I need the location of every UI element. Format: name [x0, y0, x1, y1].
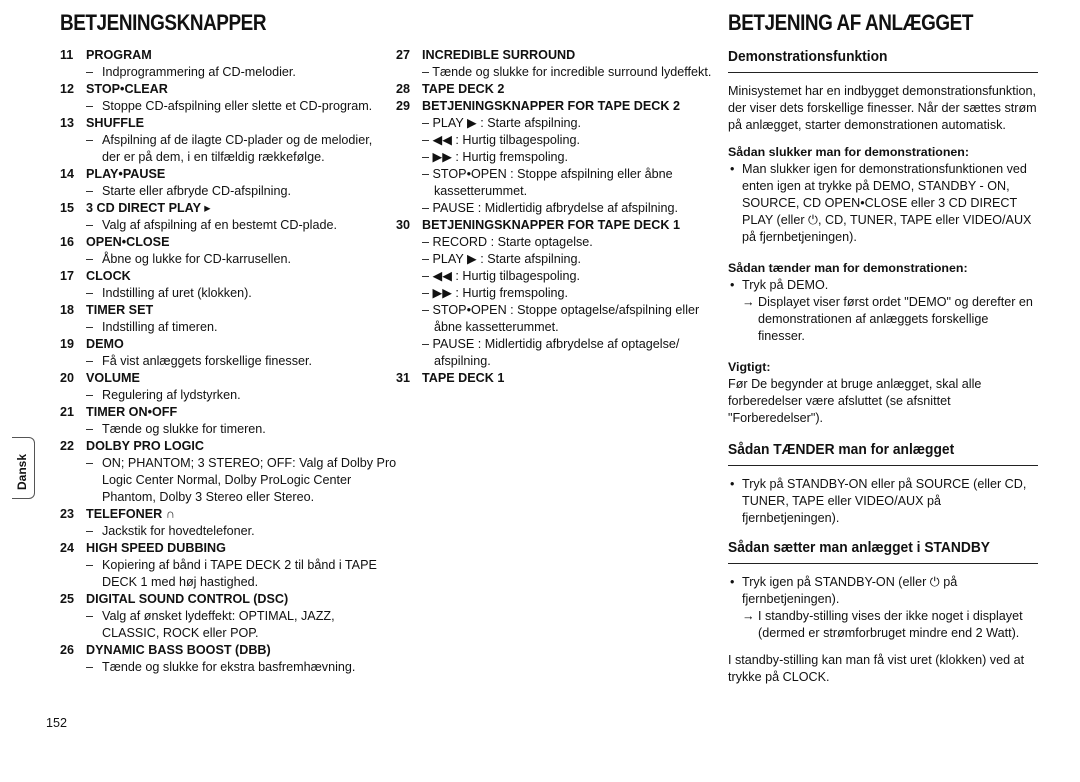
item-heading	[60, 166, 380, 183]
item-number: 26	[60, 643, 75, 657]
demo-on-title: Sådan tænder man for demonstrationen:	[728, 261, 968, 275]
section-title-operation: BETJENING AF ANLÆGGET	[728, 10, 974, 35]
item-label: DEMO	[86, 337, 124, 351]
power-on-text: Tryk på STANDBY-ON eller på SOURCE (eller CD, TUNER, TAPE eller VIDEO/AUX på fjernbetjeningen).	[742, 477, 1027, 525]
item-heading	[60, 268, 380, 285]
item-description-text: Stoppe CD-afspilning eller slette et CD-program.	[102, 99, 373, 113]
item-heading	[60, 506, 380, 523]
item-description	[60, 472, 380, 489]
item-label: TELEFONER ∩	[86, 507, 175, 521]
item-heading	[60, 642, 380, 659]
important-title: Vigtigt:	[728, 360, 771, 374]
item-number: 25	[60, 592, 75, 606]
item-description-text: ON; PHANTOM; 3 STEREO; OFF: Valg af Dolby Pro	[102, 456, 397, 470]
item-label: PROGRAM	[86, 48, 152, 62]
item-description-text: – Tænde og slukke for incredible surround lydeffekt.	[422, 65, 712, 79]
item-description-text: Valg af ønsket lydeffekt: OPTIMAL, JAZZ,	[102, 609, 335, 623]
item-number: 18	[60, 303, 75, 317]
item-description	[396, 285, 712, 302]
item-heading	[60, 370, 380, 387]
language-tab-label: Dansk	[15, 453, 29, 490]
page-number: 152	[46, 716, 68, 730]
item-description-text: Valg af afspilning af en bestemt CD-plade.	[102, 218, 337, 232]
item-label: BETJENINGSKNAPPER FOR TAPE DECK 2	[422, 99, 680, 113]
list-item	[60, 438, 397, 506]
item-label: CLOCK	[86, 269, 131, 283]
standby-note: I standby-stilling kan man få vist uret (klokken) ved at trykke på CLOCK.	[728, 653, 1025, 684]
demo-on-result: → Displayet viser først ordet "DEMO" og derefter en demonstrationen af anlæggets forskellige finesser.	[742, 295, 1033, 343]
important-text: Før De begynder at bruge anlægget, skal alle forberedelser være afsluttet (se afsnittet "Forberedelser").	[728, 377, 982, 425]
item-description	[396, 183, 712, 200]
item-label: BETJENINGSKNAPPER FOR TAPE DECK 1	[422, 218, 680, 232]
item-number: 12	[60, 82, 75, 96]
standby-bullet: • Tryk igen på STANDBY-ON (eller ⏻ på fjernbetjeningen).	[730, 575, 958, 606]
item-description-text: – STOP•OPEN : Stoppe afspilning eller åbne	[422, 167, 673, 181]
item-heading	[60, 81, 380, 98]
item-heading	[60, 200, 380, 217]
item-description-text: – PAUSE : Midlertidig afbrydelse af optagelse/	[422, 337, 680, 351]
item-number: 23	[60, 507, 75, 521]
item-number: 17	[60, 269, 75, 283]
item-heading	[60, 234, 380, 251]
item-heading	[60, 115, 380, 132]
standby-heading: Sådan sætter man anlægget i STANDBY	[728, 539, 990, 556]
list-item	[60, 540, 380, 591]
list-item	[396, 370, 712, 387]
list-item	[60, 591, 380, 642]
demo-heading: Demonstrationsfunktion	[728, 48, 888, 65]
item-description	[396, 302, 712, 319]
list-item	[396, 217, 712, 370]
list-item	[60, 370, 380, 404]
list-item	[60, 115, 380, 166]
item-number: 14	[60, 167, 75, 181]
item-description-text: – ◀◀ : Hurtig tilbagespoling.	[422, 269, 580, 283]
item-description: – Kopiering af bånd i TAPE DECK 2 til bånd i TAPE	[86, 558, 377, 572]
item-description: – Indstilling af uret (klokken).	[86, 286, 252, 300]
item-number: 27	[396, 48, 411, 62]
item-number: 21	[60, 405, 75, 419]
item-description-text: afspilning.	[434, 354, 491, 368]
middle-item-list	[396, 47, 712, 387]
item-heading	[60, 47, 380, 64]
item-description	[396, 251, 712, 268]
item-number: 19	[60, 337, 75, 351]
language-tab	[12, 437, 35, 499]
list-item	[60, 47, 380, 81]
item-description-text: – PLAY ▶ : Starte afspilning.	[422, 116, 582, 130]
item-description-text: Logic Center Normal, Dolby ProLogic Center	[102, 473, 352, 487]
item-description-text: DECK 1 med høj hastighed.	[102, 575, 259, 589]
item-number: 11	[60, 48, 74, 62]
standby-text: Tryk igen på STANDBY-ON (eller ⏻ på fjernbetjeningen).	[742, 575, 958, 606]
item-description-text: Regulering af lydstyrken.	[102, 388, 241, 402]
demo-off-text: Man slukker igen for demonstrationsfunktionen ved enten igen at trykke på DEMO, STANDBY - ON, SOURCE, CD OPEN•CLOSE eller 3 CD DIRECT PLAY (eller ⏻, CD, TUNER, TAPE eller VIDEO/AUX på fjernbetjeningen).	[742, 162, 1032, 244]
item-heading	[60, 438, 380, 455]
list-item	[60, 234, 380, 268]
item-number: 28	[396, 82, 411, 96]
item-heading	[396, 81, 712, 98]
list-item	[60, 642, 380, 676]
item-description	[396, 200, 712, 217]
item-label: DIGITAL SOUND CONTROL (DSC)	[86, 592, 289, 606]
item-number: 22	[60, 439, 75, 453]
item-description-text: åbne kassetterummet.	[434, 320, 559, 334]
right-content	[728, 48, 1038, 686]
item-description-text: – ◀◀ : Hurtig tilbagespoling.	[422, 133, 580, 147]
list-item	[60, 506, 380, 540]
demo-on-bullet: • Tryk på DEMO.	[730, 278, 829, 292]
item-description-text: Tænde og slukke for timeren.	[102, 422, 266, 436]
list-item	[60, 81, 380, 115]
item-description-text: – PAUSE : Midlertidig afbrydelse af afspilning.	[422, 201, 678, 215]
item-label: TAPE DECK 2	[422, 82, 505, 96]
item-description: – Jackstik for hovedtelefoner.	[86, 524, 255, 538]
item-description-text: Indprogrammering af CD-melodier.	[102, 65, 296, 79]
item-description-text: CLASSIC, ROCK eller POP.	[102, 626, 259, 640]
list-item	[60, 268, 380, 302]
divider	[728, 72, 1038, 73]
item-heading	[60, 302, 380, 319]
item-heading	[396, 217, 712, 234]
item-number: 13	[60, 116, 75, 130]
item-number: 16	[60, 235, 75, 249]
item-label: INCREDIBLE SURROUND	[422, 48, 576, 62]
list-item	[60, 166, 380, 200]
list-item	[60, 302, 380, 336]
item-description	[396, 64, 712, 81]
item-description-text: der er på dem, i en tilfældig rækkefølge.	[102, 150, 325, 164]
item-description: – Tænde og slukke for ekstra basfremhævning.	[86, 660, 356, 674]
item-description-text: – PLAY ▶ : Starte afspilning.	[422, 252, 582, 266]
item-description	[396, 319, 712, 336]
item-label: TIMER ON•OFF	[86, 405, 178, 419]
list-item	[60, 200, 380, 234]
item-description	[396, 132, 712, 149]
item-description: – Stoppe CD-afspilning eller slette et CD-program.	[86, 99, 373, 113]
item-description-text: – ▶▶ : Hurtig fremspoling.	[422, 150, 569, 164]
item-description	[396, 149, 712, 166]
list-item	[60, 404, 380, 438]
item-description	[60, 489, 380, 506]
power-on-heading: Sådan TÆNDER man for anlægget	[728, 441, 955, 458]
item-number: 15	[60, 201, 75, 215]
item-number: 20	[60, 371, 75, 385]
list-item	[60, 336, 380, 370]
item-description: – Afspilning af de ilagte CD-plader og de melodier,	[86, 133, 373, 147]
demo-on-text: Tryk på DEMO.	[742, 278, 829, 292]
item-description	[396, 336, 712, 353]
item-description-text: Jackstik for hovedtelefoner.	[102, 524, 255, 538]
item-description	[396, 166, 712, 183]
item-heading	[60, 591, 380, 608]
item-label: DOLBY PRO LOGIC	[86, 439, 205, 453]
item-description-text: Tænde og slukke for ekstra basfremhævning.	[102, 660, 356, 674]
item-description	[60, 149, 380, 166]
demo-off-title: Sådan slukker man for demonstrationen:	[728, 145, 969, 159]
item-label: PLAY•PAUSE	[86, 167, 166, 181]
standby-result: → I standby-stilling vises der ikke noget i displayet (dermed er strømforbruget mindre end 2 Watt).	[742, 609, 1023, 640]
item-label: TIMER SET	[86, 303, 154, 317]
item-description: – Starte eller afbryde CD-afspilning.	[86, 184, 291, 198]
item-label: 3 CD DIRECT PLAY ▸	[86, 201, 211, 215]
item-label: HIGH SPEED DUBBING	[86, 541, 226, 555]
item-description: – Åbne og lukke for CD-karrusellen.	[86, 252, 291, 266]
left-item-list	[60, 47, 397, 676]
item-description-text: Afspilning af de ilagte CD-plader og de melodier,	[102, 133, 373, 147]
item-description-text: Phantom, Dolby 3 Stereo eller Stereo.	[102, 490, 315, 504]
item-heading	[396, 370, 712, 387]
item-number: 24	[60, 541, 75, 555]
item-description: – Indstilling af timeren.	[86, 320, 218, 334]
item-description	[60, 625, 380, 642]
item-description-text: Åbne og lukke for CD-karrusellen.	[102, 252, 291, 266]
item-description-text: – RECORD : Starte optagelse.	[422, 235, 593, 249]
item-description-text: Kopiering af bånd i TAPE DECK 2 til bånd i TAPE	[102, 558, 377, 572]
item-heading	[60, 540, 380, 557]
divider	[728, 465, 1038, 466]
item-description-text: kassetterummet.	[434, 184, 528, 198]
item-description	[396, 115, 712, 132]
item-number: 30	[396, 218, 411, 232]
item-label: SHUFFLE	[86, 116, 145, 130]
item-description	[60, 574, 380, 591]
item-description: – Regulering af lydstyrken.	[86, 388, 241, 402]
list-item	[396, 47, 712, 81]
item-label: DYNAMIC BASS BOOST (DBB)	[86, 643, 271, 657]
item-label: STOP•CLEAR	[86, 82, 168, 96]
item-heading	[60, 404, 380, 421]
item-description-text: – STOP•OPEN : Stoppe optagelse/afspilning eller	[422, 303, 700, 317]
list-item	[396, 98, 712, 217]
item-description	[396, 353, 712, 370]
item-description-text: Indstilling af uret (klokken).	[102, 286, 252, 300]
item-number: 29	[396, 99, 411, 113]
item-heading	[396, 47, 712, 64]
demo-intro: Minisystemet har en indbygget demonstrationsfunktion, der viser dets forskellige finesser. Når der sættes strøm på anlægget, starter demonstrationen automatisk.	[728, 84, 1037, 132]
item-label: VOLUME	[86, 371, 140, 385]
item-number: 31	[396, 371, 411, 385]
item-description: – Valg af ønsket lydeffekt: OPTIMAL, JAZZ,	[86, 609, 335, 623]
item-label: OPEN•CLOSE	[86, 235, 170, 249]
item-description: – Tænde og slukke for timeren.	[86, 422, 266, 436]
item-description: – Få vist anlæggets forskellige finesser.	[86, 354, 312, 368]
item-description-text: – ▶▶ : Hurtig fremspoling.	[422, 286, 569, 300]
section-title-controls: BETJENINGSKNAPPER	[60, 10, 267, 35]
item-description: – ON; PHANTOM; 3 STEREO; OFF: Valg af Dolby Pro	[86, 456, 397, 470]
item-description	[396, 234, 712, 251]
item-heading	[396, 98, 712, 115]
item-description-text: Starte eller afbryde CD-afspilning.	[102, 184, 291, 198]
item-description-text: Få vist anlæggets forskellige finesser.	[102, 354, 312, 368]
power-on-bullet: • Tryk på STANDBY-ON eller på SOURCE (eller CD, TUNER, TAPE eller VIDEO/AUX på fjernbetjeningen).	[730, 477, 1027, 525]
item-description: – Valg af afspilning af en bestemt CD-plade.	[86, 218, 337, 232]
item-description: – Indprogrammering af CD-melodier.	[86, 65, 296, 79]
item-heading	[60, 336, 380, 353]
item-description	[396, 268, 712, 285]
divider	[728, 563, 1038, 564]
item-description-text: Indstilling af timeren.	[102, 320, 218, 334]
demo-off-bullet: • Man slukker igen for demonstrationsfunktionen ved enten igen at trykke på DEMO, STANDBY - ON, SOURCE, CD OPEN•CLOSE eller 3 CD DIRECT PLAY (eller ⏻, CD, TUNER, TAPE eller VIDEO/AUX på fjernbetjeningen).	[730, 162, 1032, 244]
item-label: TAPE DECK 1	[422, 371, 505, 385]
list-item	[396, 81, 712, 98]
